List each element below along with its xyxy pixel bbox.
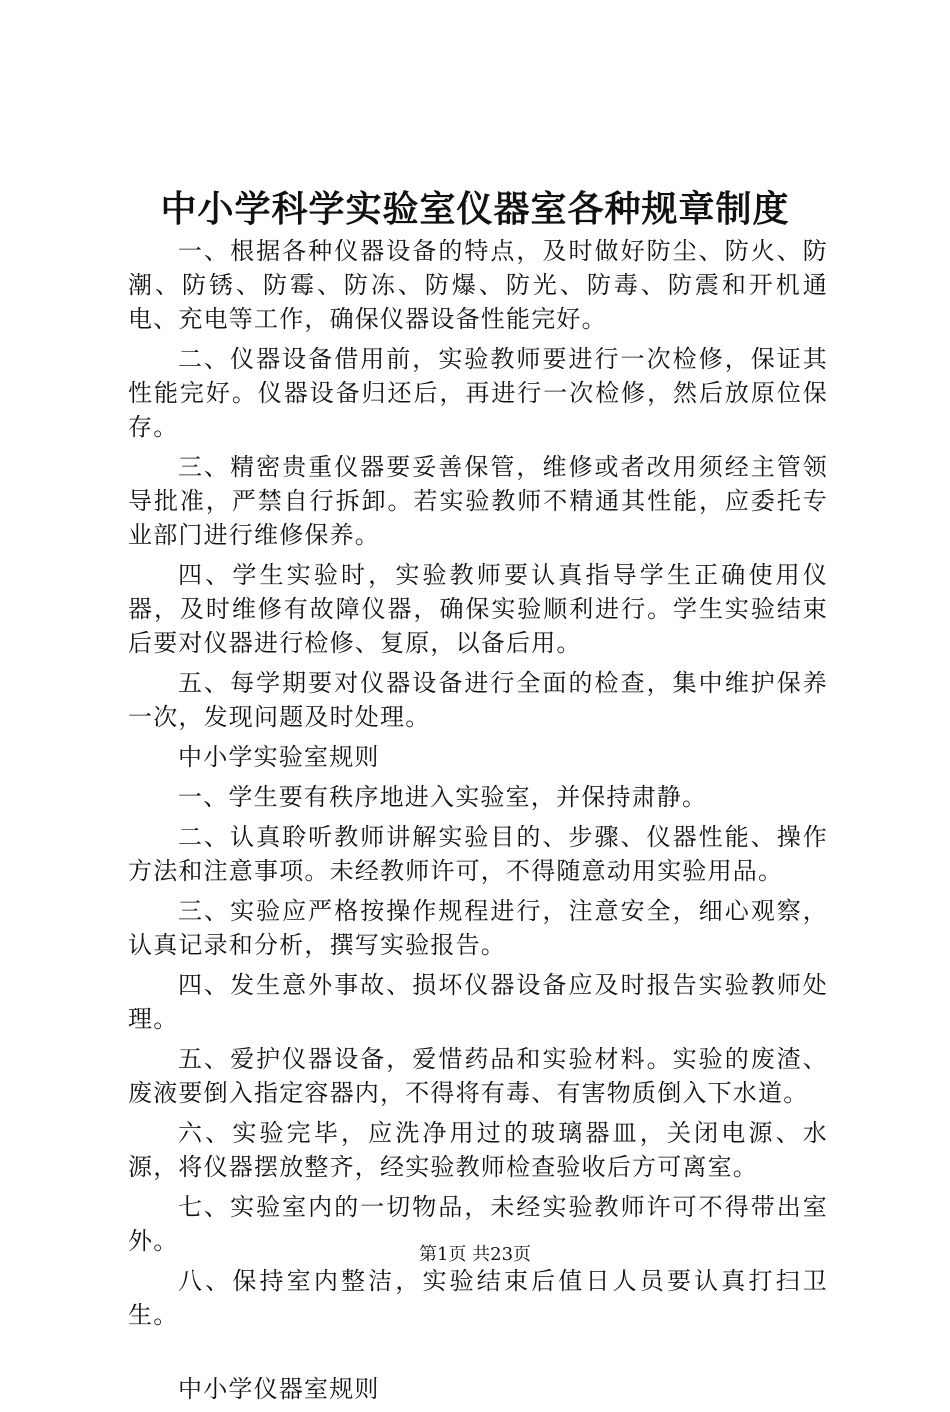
paragraph: 七、实验室内的一切物品，未经实验教师许可不得带出室外。 <box>128 1193 828 1255</box>
paragraph: 四、学生实验时，实验教师要认真指导学生正确使用仪器，及时维修有故障仪器，确保实验顺利进行。学生实验结束后要对仪器进行检修、复原，以备后用。 <box>128 561 828 657</box>
document-title: 中小学科学实验室仪器室各种规章制度 <box>160 188 790 230</box>
paragraph: 四、发生意外事故、损坏仪器设备应及时报告实验教师处理。 <box>128 971 828 1033</box>
spacer <box>128 1338 828 1372</box>
paragraph: 八、保持室内整洁，实验结束后值日人员要认真打扫卫生。 <box>128 1267 828 1329</box>
paragraph: 三、实验应严格按操作规程进行，注意安全，细心观察，认真记录和分析，撰写实验报告。 <box>128 897 828 959</box>
page-number-footer: 第1页 共23页 <box>418 1244 532 1265</box>
section-heading-lab-rules: 中小学实验室规则 <box>178 743 380 771</box>
document-body <box>128 234 828 1412</box>
paragraph: 五、爱护仪器设备，爱惜药品和实验材料。实验的废渣、废液要倒入指定容器内，不得将有毒、有害物质倒入下水道。 <box>128 1045 828 1107</box>
paragraph: 三、精密贵重仪器要妥善保管，维修或者改用须经主管领导批准，严禁自行拆卸。若实验教师不精通其性能，应委托专业部门进行维修保养。 <box>128 453 828 549</box>
paragraph: 一、学生要有秩序地进入实验室，并保持肃静。 <box>178 783 708 811</box>
paragraph: 一、根据各种仪器设备的特点，及时做好防尘、防火、防潮、防锈、防霉、防冻、防爆、防光、防毒、防震和开机通电、充电等工作，确保仪器设备性能完好。 <box>128 237 828 333</box>
paragraph: 二、认真聆听教师讲解实验目的、步骤、仪器性能、操作方法和注意事项。未经教师许可，不得随意动用实验用品。 <box>128 823 828 885</box>
paragraph: 五、每学期要对仪器设备进行全面的检查，集中维护保养一次，发现问题及时处理。 <box>128 669 828 731</box>
paragraph: 二、仪器设备借用前，实验教师要进行一次检修，保证其性能完好。仪器设备归还后，再进行一次检修，然后放原位保存。 <box>128 345 828 441</box>
paragraph: 六、实验完毕，应洗净用过的玻璃器皿，关闭电源、水源，将仪器摆放整齐，经实验教师检查验收后方可离室。 <box>128 1119 828 1181</box>
section-heading-instrument-room-rules: 中小学仪器室规则 <box>178 1375 380 1403</box>
